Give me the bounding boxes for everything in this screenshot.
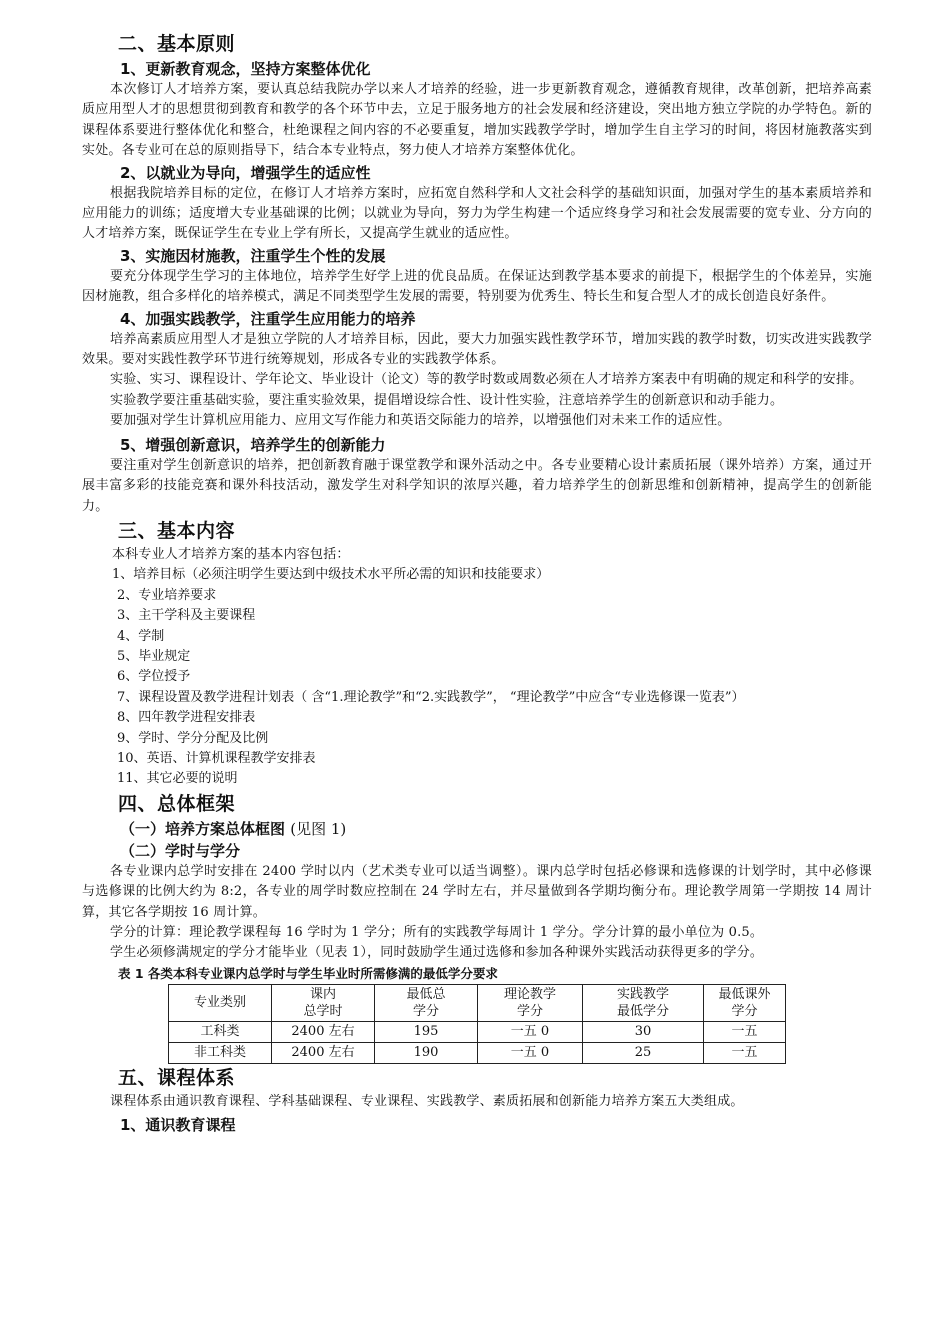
header-practice-credits: 实践教学 最低学分: [583, 984, 704, 1021]
table-cell: 工科类: [169, 1021, 272, 1042]
table-header-row: [169, 984, 786, 1021]
principle-2-title: 2、以就业为导向，增强学生的适应性: [120, 163, 371, 182]
table-1-caption: 表 1 各类本科专业课内总学时与学生毕业时所需修满的最低学分要求: [118, 965, 498, 981]
principle-3-title: 3、实施因材施教，注重学生个性的发展: [120, 246, 386, 265]
table-cell: 190: [375, 1042, 478, 1063]
header-extracurricular-credits: 最低课外 学分: [704, 984, 786, 1021]
principle-5-text: 要注重对学生创新意识的培养，把创新教育融于课堂教学和课外活动之中。各专业要精心设计素质拓展（课外培养）方案，通过开展丰富多彩的技能竞赛和课外科技活动，激发学生对科学知识的浓厚兴趣，着力培养学生的创新思维和创新精神，提高学生的创新能力。: [82, 457, 872, 514]
table-cell: 2400 左右: [272, 1021, 375, 1042]
table-row: [169, 1021, 786, 1042]
framework-sub1-title: [120, 818, 872, 840]
table-cell: 一五: [704, 1042, 786, 1063]
header-major-type: 专业类别: [169, 984, 272, 1021]
document-page: [82, 30, 872, 1136]
table-cell: 2400 左右: [272, 1042, 375, 1063]
credit-table: [168, 984, 786, 1064]
principle-5-title: 5、增强创新意识，培养学生的创新能力: [120, 435, 386, 454]
section-title-curriculum: 五、课程体系: [118, 1066, 236, 1089]
header-theory-credits: 理论教学 学分: [478, 984, 583, 1021]
curriculum-text: 课程体系由通识教育课程、学科基础课程、专业课程、实践教学、素质拓展和创新能力培养方案五大类组成。: [110, 1093, 744, 1109]
contents-item-10: 10、英语、计算机课程教学安排表: [117, 750, 316, 766]
figure-reference: (见图 1): [290, 819, 347, 838]
section-title-framework: 四、总体框架: [118, 792, 236, 815]
contents-item-9: 9、学时、学分分配及比例: [117, 730, 269, 746]
header-min-total-credits: 最低总 学分: [375, 984, 478, 1021]
table-cell: 一五 0: [478, 1042, 583, 1063]
contents-item-1: 1、培养目标（必须注明学生要达到中级技术水平所必需的知识和技能要求）: [112, 567, 550, 583]
framework-hours-text: 各专业课内总学时安排在 2400 学时以内（艺术类专业可以适当调整）。课内总学时包括必修课和选修课的计划学时，其中必修课与选修课的比例大约为 8:2，各专业的周学时数应控制在 24 学时左右，并尽量做到各学期均衡分布。理论教学周第一学期按 14 周计算，其它各学期按 16 周计算。: [82, 863, 872, 920]
principle-2-text: 根据我院培养目标的定位，在修订人才培养方案时，应拓宽自然科学和人文社会科学的基础知识面，加强对学生的基本素质培养和应用能力的训练；适度增大专业基础课的比例；以就业为导向，努力为学生构建一个适应终身学习和社会发展需要的宽专业、分方向的人才培养方案，既保证学生在专业上学有所长，又提高学生就业的适应性。: [82, 185, 872, 242]
table-cell: 25: [583, 1042, 704, 1063]
framework-sub1-label: （一）培养方案总体框图: [120, 819, 286, 838]
contents-item-8: 8、四年教学进程安排表: [117, 710, 256, 726]
framework-credit-text: 学分的计算：理论教学课程每 16 学时为 1 学分；所有的实践教学每周计 1 学分。学分计算的最小单位为 0.5。: [110, 925, 764, 940]
principle-4-text-2: 实验、实习、课程设计、学年论文、毕业设计（论文）等的教学时数或周数必须在人才培养方案表中有明确的规定和科学的安排。: [110, 372, 863, 388]
contents-intro: 本科专业人才培养方案的基本内容包括：: [112, 546, 350, 562]
framework-graduation-text: 学生必须修满规定的学分才能毕业（见表 1），同时鼓励学生通过选修和参加各种课外实践活动获得更多的学分。: [110, 945, 764, 961]
contents-item-6: 6、学位授予: [117, 669, 191, 685]
contents-item-2: 2、专业培养要求: [117, 587, 217, 603]
curriculum-sub1-title: 1、通识教育课程: [120, 1116, 236, 1135]
contents-item-5: 5、毕业规定: [117, 648, 191, 664]
principle-4-text-4: 要加强对学生计算机应用能力、应用文写作能力和英语交际能力的培养，以增强他们对未来工作的适应性。: [110, 413, 731, 429]
contents-item-11: 11、其它必要的说明: [117, 771, 238, 787]
table-cell: 非工科类: [169, 1042, 272, 1063]
contents-item-7: 7、课程设置及教学进程计划表（ 含“1.理论教学”和“2.实践教学”， “理论教学”中应含“专业选修课一览表”）: [117, 689, 745, 705]
principle-3-text: 要充分体现学生学习的主体地位，培养学生好学上进的优良品质。在保证达到教学基本要求的前提下，根据学生的个体差异，实施因材施教，组合多样化的培养模式，满足不同类型学生发展的需要，特别要为优秀生、特长生和复合型人才的成长创造良好条件。: [82, 268, 872, 305]
principle-1-text: 本次修订人才培养方案，要认真总结我院办学以来人才培养的经验，进一步更新教育观念，遵循教育规律，改革创新，把培养高素质应用型人才的思想贯彻到教育和教学的各个环节中去，立足于服务地方的社会发展和经济建设，突出地方独立学院的办学特色。新的课程体系要进行整体优化和整合，杜绝课程之间内容的不必要重复，增加实践教学学时，增加学生自主学习的时间，将因材施教落实到实处。各专业可在总的原则指导下，结合本专业特点，努力使人才培养方案整体优化。: [82, 82, 872, 159]
table-cell: 195: [375, 1021, 478, 1042]
principle-4-title: 4、加强实践教学，注重学生应用能力的培养: [120, 309, 416, 328]
contents-item-3: 3、主干学科及主要课程: [117, 608, 256, 624]
table-cell: 一五: [704, 1021, 786, 1042]
table-row: [169, 1042, 786, 1063]
principle-1-title: 1、更新教育观念，坚持方案整体优化: [120, 60, 371, 78]
table-cell: 一五 0: [478, 1021, 583, 1042]
contents-item-4: 4、学制: [117, 628, 165, 644]
table-cell: 30: [583, 1021, 704, 1042]
section-title-contents: 三、基本内容: [118, 519, 236, 542]
section-title-principles: 二、基本原则: [118, 33, 236, 55]
header-total-hours: 课内 总学时: [272, 984, 375, 1021]
principle-4-text-3: 实验教学要注重基础实验，要注重实验效果，提倡增设综合性、设计性实验，注意培养学生的创新意识和动手能力。: [110, 392, 784, 408]
framework-sub2-title: （二）学时与学分: [120, 841, 241, 860]
principle-4-text-1: 培养高素质应用型人才是独立学院的人才培养目标，因此，要大力加强实践性教学环节，增加实践的教学时数，切实改进实践教学效果。要对实践性教学环节进行统筹规划，形成各专业的实践教学体系。: [82, 331, 872, 368]
